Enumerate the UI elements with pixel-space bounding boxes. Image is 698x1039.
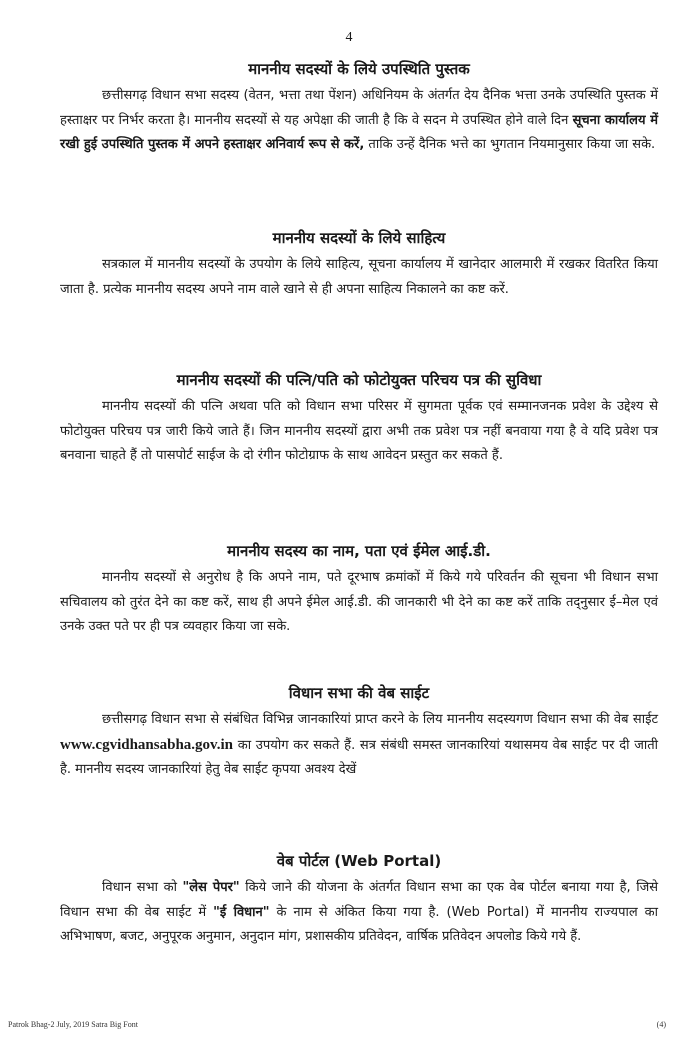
section-attendance-book	[60, 56, 658, 158]
section-paragraph	[60, 876, 658, 950]
section-web-portal	[60, 848, 658, 950]
bold-instruction: सूचना कार्यालय में रखी हुई उपस्थिति पुस्तक में अपने हस्ताक्षर अनिवार्य रूप से करें,	[60, 112, 658, 153]
paragraph-text: विधान सभा को	[102, 880, 183, 895]
paragraph-text: छत्तीसगढ़ विधान सभा सदस्य (वेतन, भत्ता तथा पेंशन) अधिनियम के अंतर्गत देय दैनिक भत्ता उनके उपस्थिति पुस्तक में हस्ताक्षर पर निर्भर करता है। माननीय सदस्यों से यह अपेक्षा की जाती है कि वे सदन मे उपस्थित होने वाले दिन	[60, 88, 658, 128]
section-heading: माननीय सदस्यों के लिये साहित्य	[272, 229, 446, 247]
section-paragraph	[60, 84, 658, 158]
paragraph-text: किये जाने की योजना के अंतर्गत विधान सभा का एक वेब पोर्टल बनाया गया है, जिसे विधान सभा की वेब साईट में	[60, 880, 658, 920]
section-heading: विधान सभा की वेब साईट	[288, 684, 430, 702]
section-website	[60, 680, 658, 783]
section-heading: माननीय सदस्यों के लिये उपस्थिति पुस्तक	[248, 60, 470, 78]
section-heading: माननीय सदस्यों की पत्नि/पति को फोटोयुक्त परिचय पत्र की सुविधा	[176, 371, 542, 389]
section-spouse-id-card	[60, 367, 658, 469]
section-paragraph: माननीय सदस्यों की पत्नि अथवा पति को विधान सभा परिसर में सुगमता पूर्वक एवं सम्मानजनक प्रवेश के उद्देश्य से फोटोयुक्त परिचय पत्र जारी किये जाते हैं। जिन माननीय सदस्यों द्वारा अभी तक प्रवेश पत्र नहीं बनवाया गया है वे यदि प्रवेश पत्र बनवाना चाहते हैं तो पासपोर्ट साईज के दो रंगीन फोटोग्राफ के साथ आवेदन प्रस्तुत कर सकते हैं.	[60, 399, 658, 464]
section-paragraph	[60, 708, 658, 783]
bold-term: "लेस पेपर"	[182, 880, 240, 895]
section-heading: वेब पोर्टल (Web Portal)	[276, 852, 442, 870]
page-number: 4	[345, 30, 353, 45]
section-paragraph: माननीय सदस्यों से अनुरोध है कि अपने नाम, पते दूरभाष क्रमांकों में किये गये परिवर्तन की सूचना भी विधान सभा सचिवालय को तुरंत देने का कष्ट करें, साथ ही अपने ईमेल आई.डी. की जानकारी भी देने का कष्ट करें ताकि तद्नुसार ई–मेल एवं उनके उक्त पते पर ही पत्र व्यवहार किया जा सके.	[60, 570, 658, 635]
footer-page-number: (4)	[656, 1020, 666, 1029]
paragraph-text: ताकि उन्हें दैनिक भत्ते का भुगतान नियमानुसार किया जा सके.	[364, 137, 656, 153]
website-link[interactable]: www.cgvidhansabha.gov.in	[60, 736, 233, 753]
paragraph-text: का उपयोग कर सकते हैं. सत्र संबंधी समस्त जानकारियां यथासमय वेब साईट पर दी जाती है. माननीय सदस्य जानकारियां हेतु वेब साईट कृपया अवश्य देखें	[60, 737, 658, 778]
section-paragraph: सत्रकाल में माननीय सदस्यों के उपयोग के लिये साहित्य, सूचना कार्यालय में खानेदार आलमारी में रखकर वितरित किया जाता है. प्रत्येक माननीय सदस्य अपने नाम वाले खाने से ही अपना साहित्य निकालने का कष्ट करें.	[60, 257, 658, 297]
section-contact-details	[60, 538, 658, 640]
bold-term: "ई विधान"	[213, 904, 270, 920]
section-literature	[60, 225, 658, 302]
paragraph-text: के नाम से अंकित किया गया है. (Web Portal) में माननीय राज्यपाल का अभिभाषण, बजट, अनुपूरक अनुमान, अनुदान मांग, प्रशासकीय प्रतिवेदन, वार्षिक प्रतिवेदन अपलोड किये गये हैं.	[60, 904, 658, 945]
footer-file-label: Patrok Bhag-2 July, 2019 Satra Big Font	[8, 1020, 138, 1029]
paragraph-text: छत्तीसगढ़ विधान सभा से संबंधित विभिन्न जानकारियां प्राप्त करने के लिय माननीय सदस्यगण विधान सभा की वेब साईट	[102, 712, 658, 727]
section-heading: माननीय सदस्य का नाम, पता एवं ईमेल आई.डी.	[227, 542, 491, 560]
